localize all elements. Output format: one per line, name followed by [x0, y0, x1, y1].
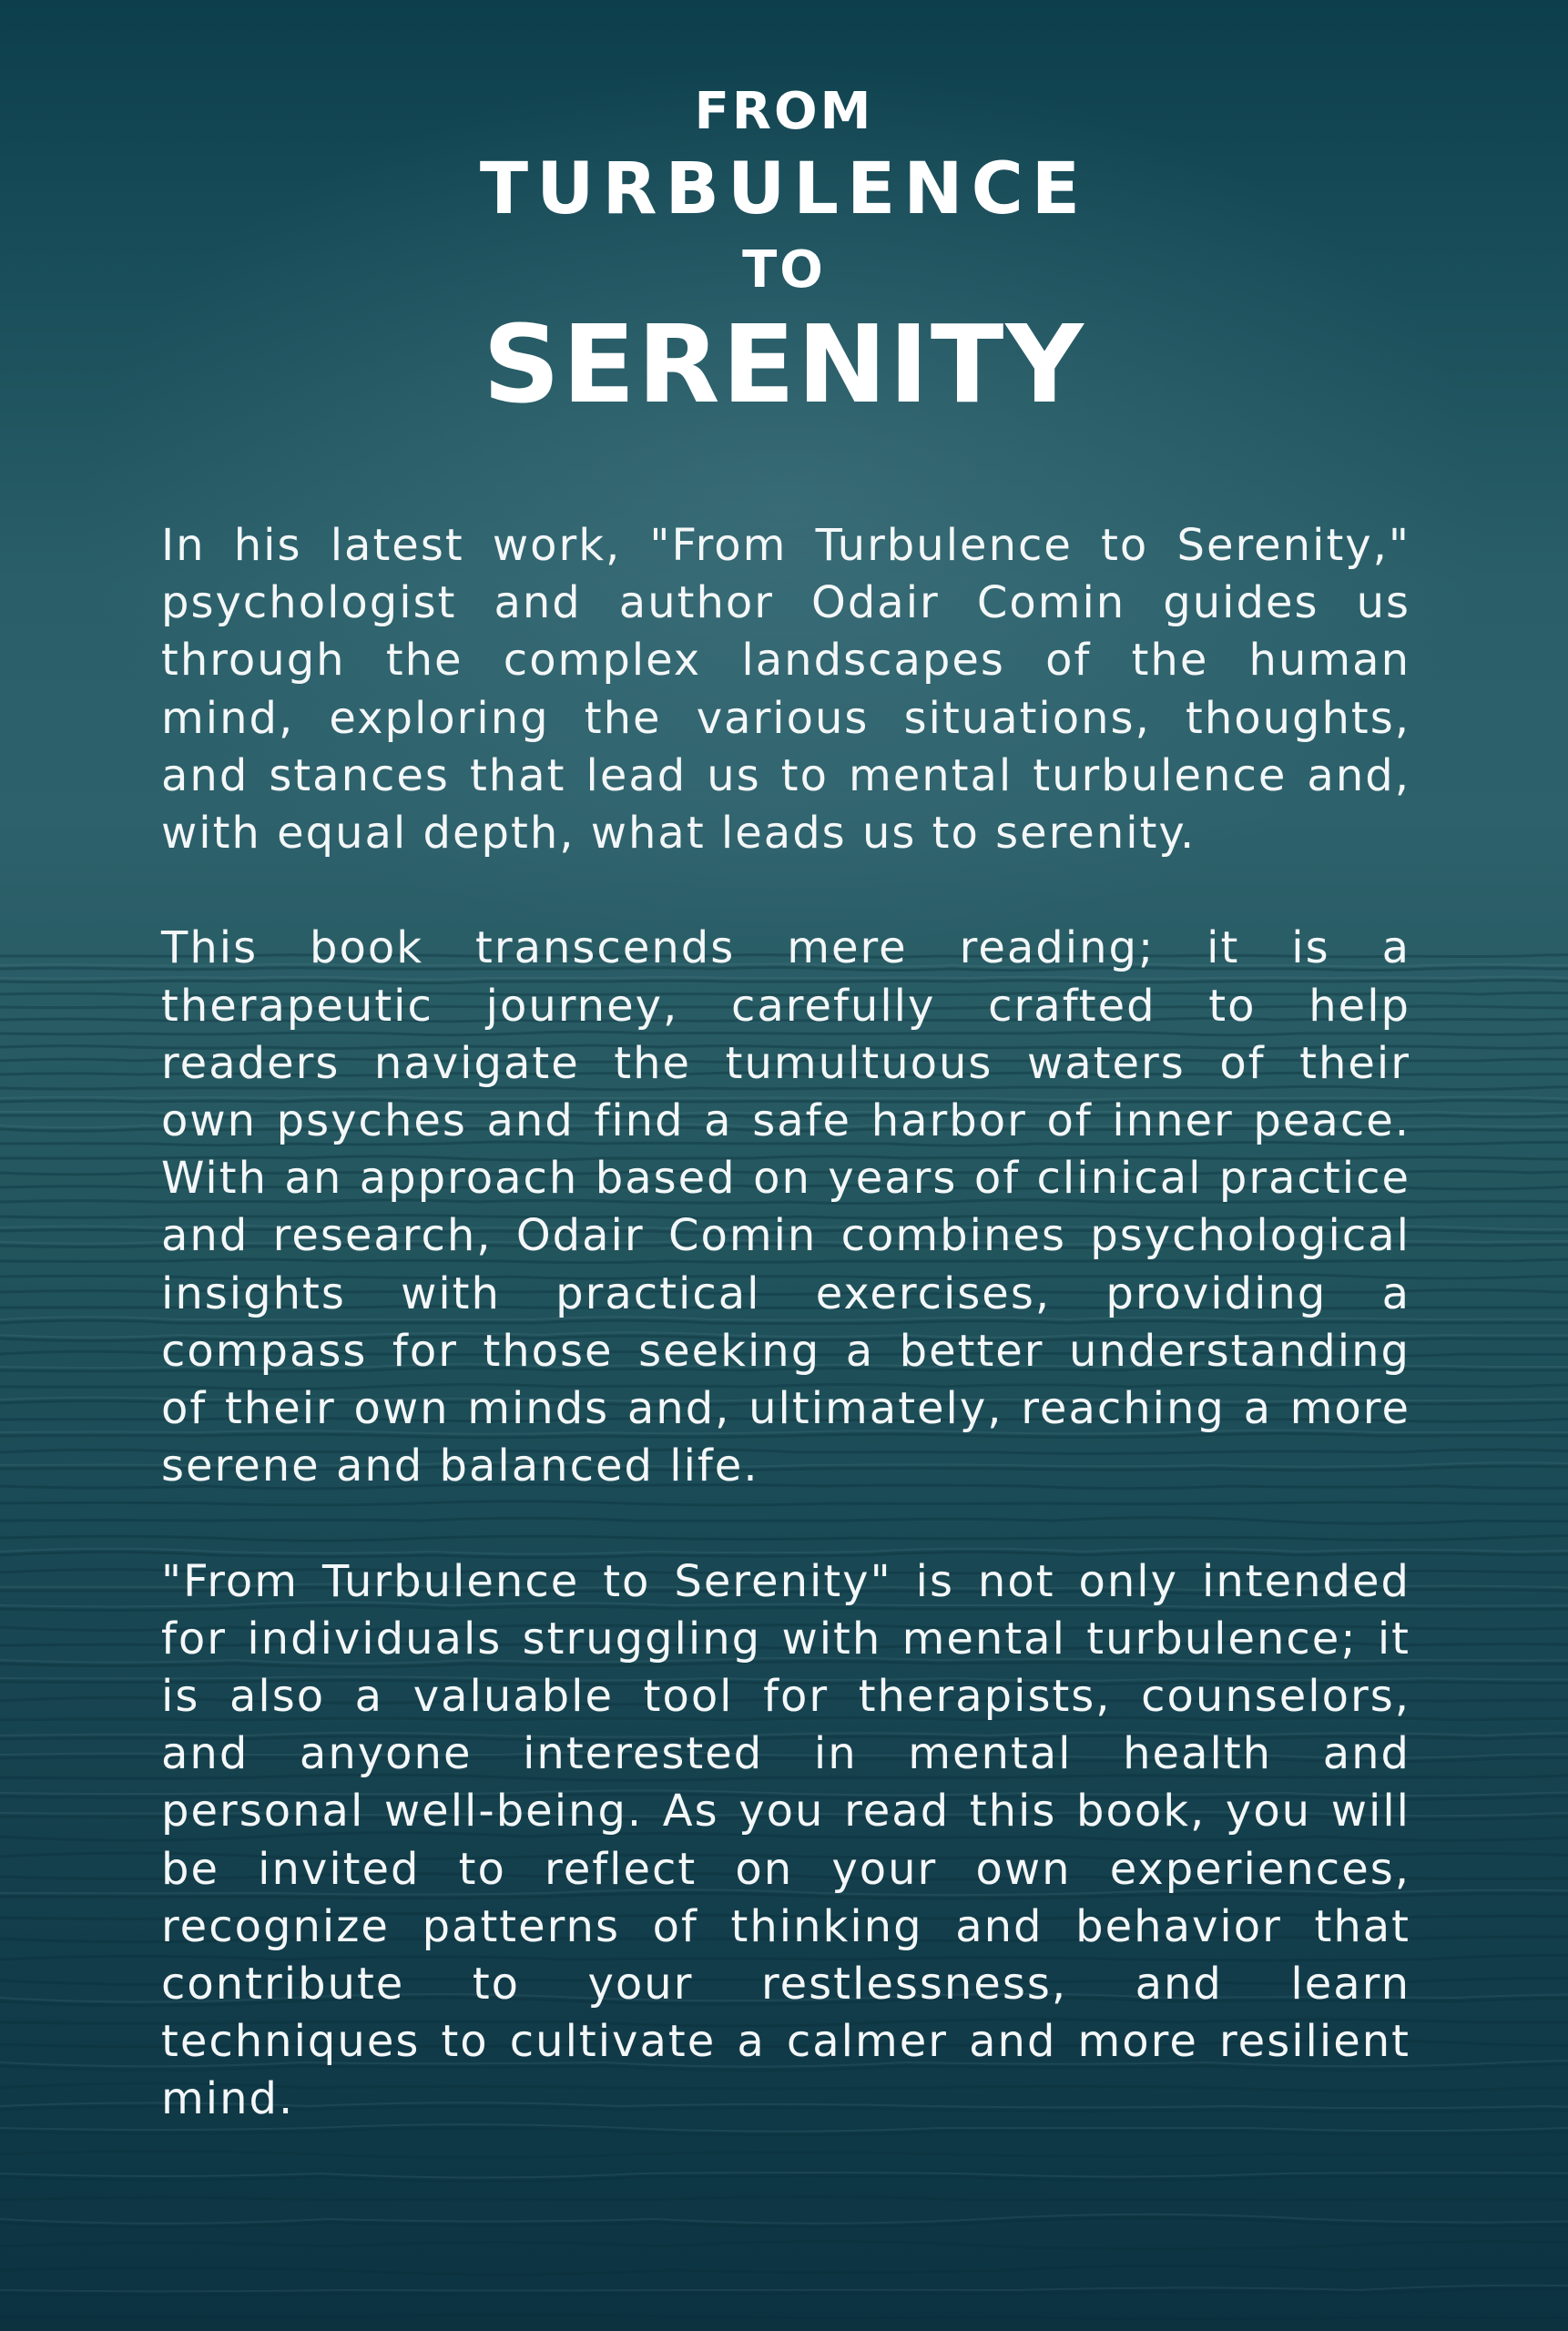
title-line-to: TO	[742, 240, 826, 300]
wave-highlight	[0, 2214, 1568, 2224]
title-line-from: FROM	[694, 82, 874, 141]
synopsis-paragraph-1: In his latest work, "From Turbulence to Serenity," psychologist and author Odair Comin guides us through the complex landscapes of the human mind, exploring the various situations, thoughts, and stances that lead us to mental turbulence and, with equal depth, what leads us to serenity.	[161, 520, 1410, 860]
wave-ripple	[0, 2315, 1568, 2319]
synopsis-paragraph-2: This book transcends mere reading; it is a therapeutic journey, carefully crafted to help readers navigate the tumultuous waters of their own psyches and find a safe harbor of inner peace. With an approach based on years of clinical practice and research, Odair Comin combines psychological insights with practical exercises, providing a compass for those seeking a better understanding of their own minds and, ultimately, reaching a more serene and balanced life.	[161, 922, 1410, 1492]
title-line-serenity: SERENITY	[483, 301, 1085, 427]
wave-ripple	[0, 2242, 1568, 2250]
wave-highlight	[0, 2285, 1568, 2292]
synopsis	[161, 517, 1410, 2186]
wave-ripple	[0, 2196, 1568, 2200]
wave-ripple	[0, 2265, 1568, 2275]
book-title	[0, 82, 1568, 429]
title-line-turbulence: TURBULENCE	[479, 148, 1089, 230]
synopsis-paragraph-3: "From Turbulence to Serenity" is not only intended for individuals struggling with mental turbulence; it is also a valuable tool for therapists, counselors, and anyone interested in mental health and personal well-being. As you read this book, you will be invited to reflect on your own experiences, recognize patterns of thinking and behavior that contribute to your restlessness, and learn techniques to cultivate a calmer and more resilient mind.	[161, 1555, 1410, 2125]
